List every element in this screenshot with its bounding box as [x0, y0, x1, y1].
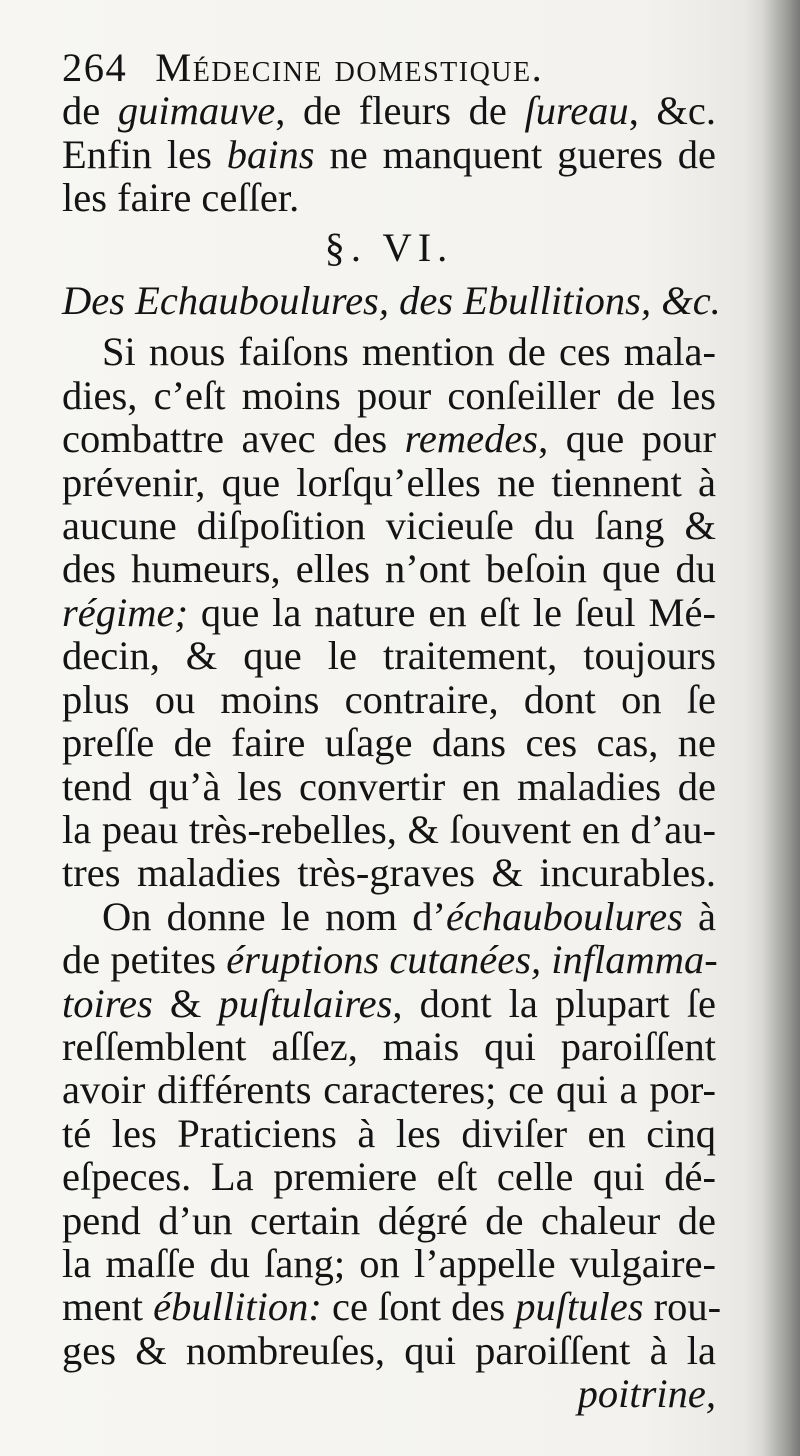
- running-title: Médecine domestique.: [155, 45, 544, 90]
- text-line: de guimauve, de fleurs de ſureau, &c.: [62, 88, 717, 134]
- text-line: des humeurs, elles n’ont beſoin que du: [62, 546, 716, 592]
- text-line: Enfin les bains ne manquent gueres de: [62, 131, 717, 177]
- text-line: combattre avec des remedes, que pour: [62, 416, 716, 462]
- text-line: la peau très-rebelles, & ſouvent en d’au-: [62, 806, 716, 852]
- section-title: Des Echauboulures, des Ebullitions, &c.: [62, 278, 721, 324]
- text-line: les faire ceſſer.: [62, 175, 300, 221]
- text-line: de petites éruptions cutanées, inflamma-: [62, 937, 718, 983]
- text-line: decin, & que le traitement, toujours: [62, 633, 716, 679]
- page-number: 264: [62, 45, 128, 90]
- text-line: aucune diſpoſition vicieuſe du ſang &: [62, 503, 716, 549]
- text-line: On donne le nom d’échauboulures à: [102, 893, 716, 939]
- text-line: eſpeces. La premiere eſt celle qui dé-: [62, 1154, 716, 1200]
- text-line: ges & nombreuſes, qui paroiſſent à la: [62, 1327, 716, 1373]
- text-line: tres maladies très-graves & incurables.: [62, 850, 716, 896]
- text-line: té les Praticiens à les diviſer en cinq: [62, 1110, 716, 1156]
- text-line: Si nous faiſons mention de ces mala-: [102, 329, 716, 375]
- text-line: prévenir, que lorſqu’elles ne tiennent à: [62, 459, 716, 505]
- text-line: tend qu’à les convertir en maladies de: [62, 763, 716, 809]
- text-line: preſſe de faire uſage dans ces cas, ne: [62, 720, 716, 766]
- text-line: reſſemblent aſſez, mais qui paroiſſent: [62, 1023, 716, 1069]
- catchword: poitrine,: [577, 1371, 716, 1417]
- section-number: §. VI.: [324, 224, 454, 270]
- text-line: régime; que la nature en eſt le ſeul Mé-: [62, 589, 716, 635]
- page-edge-shadow: [762, 0, 800, 1456]
- text-line: avoir différents caracteres; ce qui a por-: [62, 1067, 716, 1113]
- text-line: ment ébullition: ce ſont des puſtules rou-: [62, 1284, 722, 1330]
- text-line: la maſſe du ſang; on l’appelle vulgaire-: [62, 1240, 716, 1286]
- page-text: [62, 45, 722, 1417]
- text-line: pend d’un certain dégré de chaleur de: [62, 1197, 716, 1243]
- text-line: plus ou moins contraire, dont on ſe: [62, 676, 716, 722]
- running-head: [62, 46, 716, 89]
- text-line: dies, c’eſt moins pour conſeiller de les: [62, 372, 716, 418]
- text-line: toires & puſtulaires, dont la plupart ſe: [62, 980, 716, 1026]
